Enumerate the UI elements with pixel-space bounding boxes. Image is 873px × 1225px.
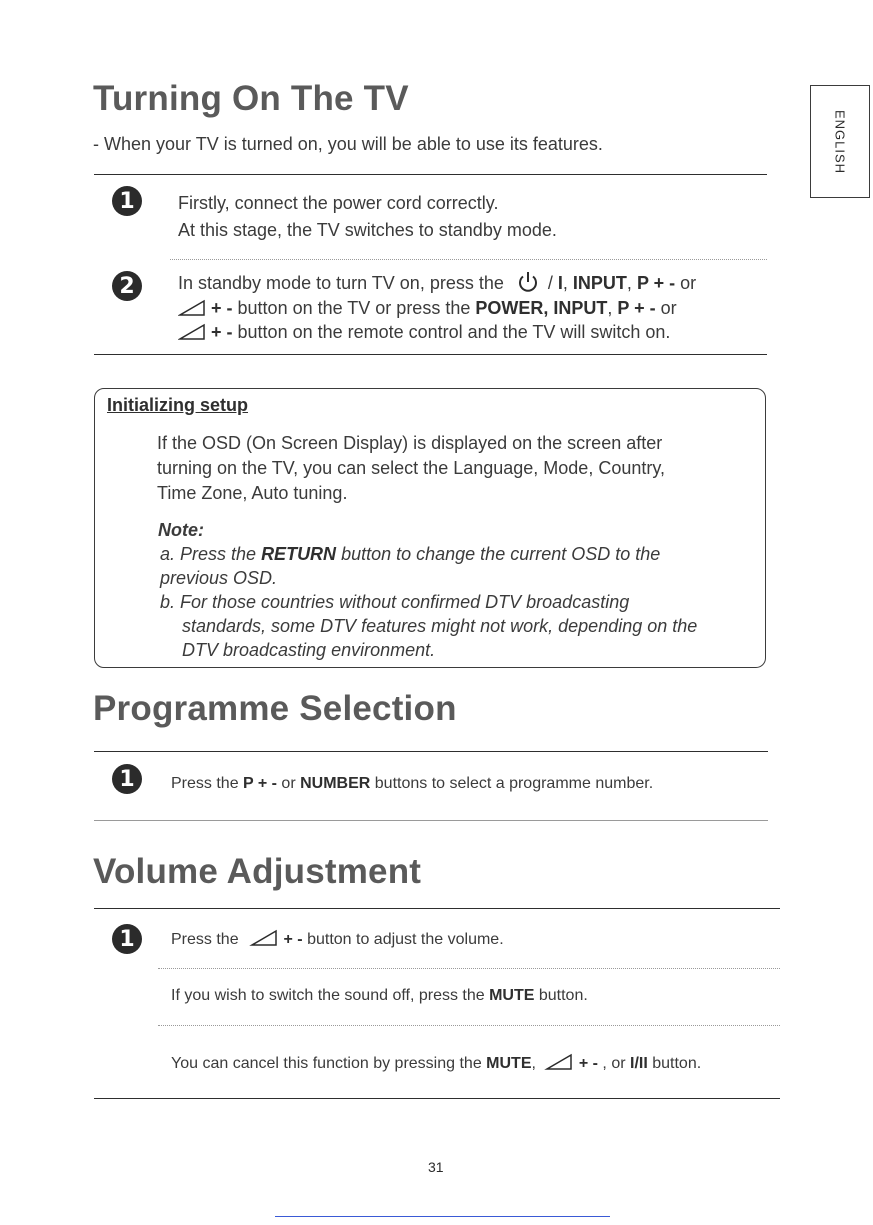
- volume-icon: [178, 299, 206, 317]
- initializing-setup-box: [94, 388, 766, 668]
- dotted-divider: [170, 259, 767, 260]
- divider: [94, 908, 780, 909]
- divider: [94, 174, 767, 175]
- step-number-1: 1: [112, 924, 142, 954]
- volume-line-3: You can cancel this function by pressing the MUTE, + - , or I/II button.: [171, 1055, 702, 1072]
- language-tab-label: ENGLISH: [832, 109, 848, 174]
- note-a: a. Press the RETURN button to change the current OSD to the previous OSD.: [160, 544, 661, 588]
- volume-icon: [544, 1053, 574, 1071]
- note-b: b. For those countries without confirmed DTV broadcasting standards, some DTV features might not work, depending on the DTV broadcasting environment.: [160, 592, 698, 660]
- dotted-divider: [158, 1025, 780, 1026]
- power-icon: [515, 270, 541, 292]
- section-title-programme: Programme Selection: [93, 689, 457, 728]
- section-title-turning-on: Turning On The TV: [93, 79, 409, 118]
- step1-line1: Firstly, connect the power cord correctly.: [178, 193, 499, 213]
- volume-line-2: If you wish to switch the sound off, press the MUTE button.: [171, 987, 588, 1004]
- step1-line2: At this stage, the TV switches to standby mode.: [178, 220, 557, 240]
- note-label: Note:: [158, 520, 204, 540]
- turning-on-intro: - When your TV is turned on, you will be able to use its features.: [93, 134, 603, 154]
- footer-link-underline: [275, 1216, 610, 1217]
- step2-text: In standby mode to turn TV on, press the / I, INPUT, P + - or + - button on the TV or press the POWER, INPUT, P + - or + - button on the remote control and the TV will switch on.: [178, 270, 778, 346]
- divider: [94, 1098, 780, 1099]
- divider: [94, 751, 768, 752]
- programme-text: Press the P + - or NUMBER buttons to select a programme number.: [171, 775, 654, 792]
- init-paragraph: If the OSD (On Screen Display) is displayed on the screen after turning on the TV, you can select the Language, Mode, Country, Time Zone, Auto tuning.: [157, 433, 666, 503]
- divider: [94, 820, 768, 821]
- language-tab: [810, 85, 870, 198]
- volume-line-1: Press the + - button to adjust the volume.: [171, 931, 504, 948]
- dotted-divider: [158, 968, 780, 969]
- page-number: 31: [428, 1159, 444, 1175]
- step-number-1: 1: [112, 186, 142, 216]
- step-number-2: 2: [112, 271, 142, 301]
- divider: [94, 354, 767, 355]
- volume-icon: [178, 323, 206, 341]
- section-title-volume: Volume Adjustment: [93, 852, 422, 891]
- step-number-1: 1: [112, 764, 142, 794]
- box-title: Initializing setup: [107, 395, 249, 415]
- volume-icon: [249, 929, 279, 947]
